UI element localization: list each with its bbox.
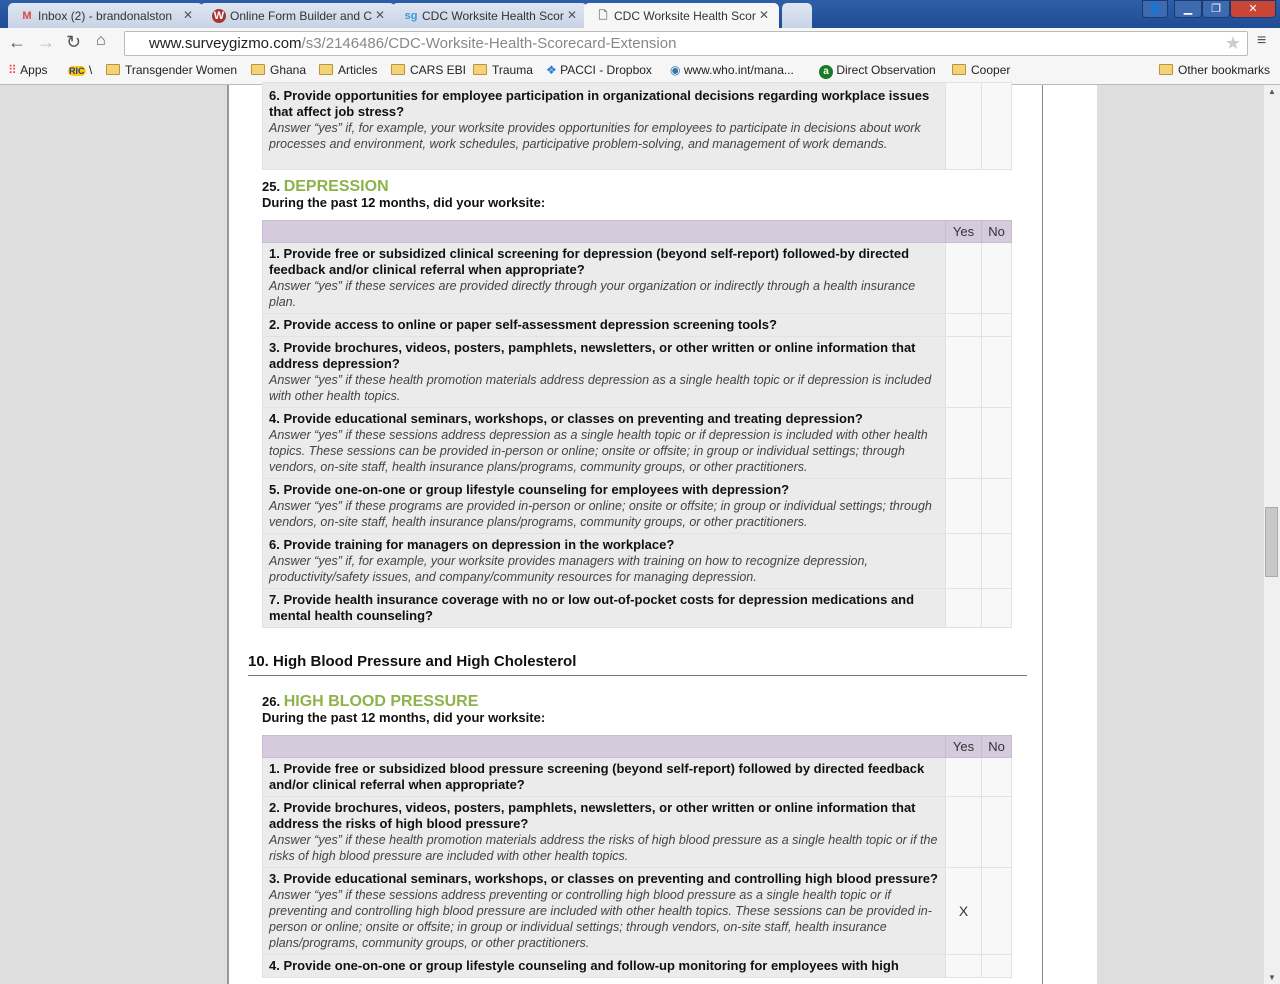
question-text: 6. Provide training for managers on depression in the workplace? [269,537,675,552]
tab-cdc-active[interactable] [584,3,779,28]
star-icon[interactable]: ★ [1224,33,1241,53]
close-icon[interactable]: ✕ [566,8,577,22]
yes-cell[interactable] [946,534,982,589]
yes-cell[interactable] [946,797,982,868]
toolbar [0,28,1280,58]
bookmark-label: PACCI - Dropbox [560,63,652,77]
question-intro: During the past 12 months, did your worksite: [262,195,546,210]
tab-strip [0,0,1280,28]
depression-table [262,220,1012,628]
bookmark-label: Transgender Women [125,63,238,77]
bookmark-label: Cooper [971,63,1011,77]
question-text: 5. Provide one-on-one or group lifestyle counseling for employees with depression? [269,482,790,497]
close-icon[interactable]: ✕ [374,8,385,22]
help-text: Answer “yes” if these health promotion materials address depression as a single health topic or if depression is included with other health topics. [269,373,932,403]
table-row [263,955,1012,978]
table-row [263,83,1012,170]
table-row [263,797,1012,868]
no-cell[interactable] [982,589,1012,628]
question-intro: During the past 12 months, did your worksite: [262,710,546,725]
question-text: 4. Provide educational seminars, workshops, or classes on preventing and treating depression? [269,411,863,426]
bookmark-cars-ebi[interactable] [391,63,466,77]
who-icon: ◉ [670,63,681,77]
yes-header: Yes [946,221,982,243]
yes-header: Yes [946,736,982,758]
yes-cell[interactable] [946,955,982,978]
back-icon[interactable]: ← [8,32,26,52]
blood-pressure-table [262,735,1012,978]
help-text: Answer “yes” if these sessions address preventing or controlling high blood pressure as a single health topic or if preventing and controlling high blood pressure are included with other health topics. These sessions can be provided in-person or online; onsite or offsite; in group or individual settings; through vendors, on-site staff, health insurance plans/programs, community groups, or other practitioners. [269,888,932,950]
apps-icon: ⠿ [8,63,17,77]
header-row [263,221,1012,243]
folder-icon [106,64,120,75]
close-icon[interactable]: ✕ [182,8,193,22]
new-tab-button[interactable] [782,3,812,28]
tab-label: CDC Worksite Health Scor [422,9,564,23]
tab-label: Inbox (2) - brandonalston [38,9,173,23]
no-cell[interactable] [982,955,1012,978]
bookmark-label: Other bookmarks [1178,63,1271,77]
question-26-header [262,694,545,726]
close-icon[interactable]: ✕ [758,8,769,22]
yes-cell[interactable] [946,83,982,170]
no-header: No [982,736,1012,758]
table-row [263,758,1012,797]
bookmark-label: CARS EBI [410,63,467,77]
help-text: Answer “yes” if these programs are provided in-person or online; onsite or offsite; in group or individual settings; through vendors, on-site staff, health insurance plans/programs, community groups, or other practitioners. [269,499,932,529]
bookmark-cooper[interactable] [952,63,1010,77]
table-row [263,534,1012,589]
bookmark-label: Ghana [270,63,307,77]
question-text: 1. Provide free or subsidized blood pressure screening (beyond self-report) followed by directed feedback and/or clinical referral when appropriate? [269,761,925,792]
yes-cell[interactable] [946,337,982,408]
question-number: 25. [262,179,281,194]
table-row [263,337,1012,408]
question-text: 1. Provide free or subsidized clinical screening for depression (beyond self-report) followed-by directed feedback and/or clinical referral when appropriate? [269,246,910,277]
tab-inbox[interactable] [8,3,203,28]
bookmark-label: \ [88,63,93,77]
yes-cell[interactable] [946,758,982,797]
folder-icon [1159,64,1173,75]
tab-label: CDC Worksite Health Scor [614,9,756,23]
no-cell[interactable] [982,337,1012,408]
reload-icon[interactable]: ↻ [66,32,82,52]
table-row [263,314,1012,337]
wufoo-icon: W [213,10,225,22]
scroll-up-icon[interactable]: ▲ [1268,87,1276,96]
question-text: 7. Provide health insurance coverage with no or low out-of-pocket costs for depression medications and mental health counseling? [269,592,915,623]
bookmark-apps[interactable] [8,63,48,77]
close-window-button[interactable]: ✕ [1230,0,1276,18]
no-cell[interactable] [982,408,1012,479]
bookmark-direct-observation[interactable] [819,63,936,79]
menu-icon[interactable]: ≡ [1257,32,1267,49]
table-row [263,243,1012,314]
section-heading: 10. High Blood Pressure and High Cholesterol [248,653,1027,676]
bookmark-trauma[interactable] [473,63,533,77]
help-text: Answer “yes” if these sessions address depression as a single health topic or if depression is included with other health topics. These sessions can be provided in-person or online; onsite or offsite; in group or individual settings; through vendors, on-site staff, health insurance plans/programs, community groups, or other practitioners. [269,428,928,474]
question-text: 6. Provide opportunities for employee participation in organizational decisions regarding workplace issues that affect job stress? [269,88,930,119]
header-row [263,736,1012,758]
url-path: /s3/2146486/CDC-Worksite-Health-Scorecard-Extension [301,35,677,52]
yes-cell[interactable] [946,589,982,628]
divider [1042,85,1043,984]
bookmark-transgender-women[interactable] [106,63,237,77]
yes-cell[interactable] [946,408,982,479]
yes-cell[interactable] [946,479,982,534]
folder-icon [319,64,333,75]
bookmarks-bar [0,58,1280,85]
tab-form-builder[interactable] [200,3,395,28]
minimize-button[interactable]: ▁ [1174,0,1202,18]
scrollbar-thumb[interactable] [1265,507,1278,577]
a-icon: a [819,65,833,79]
gmail-icon: M [22,10,32,22]
help-text: Answer “yes” if, for example, your worksite provides opportunities for employees to participate in decisions about work processes and environment, work schedules, participative problem-solving, and management of work demands. [269,121,921,151]
bookmark-label: Articles [338,63,378,77]
bookmark-label: Apps [20,63,48,77]
no-cell[interactable] [982,868,1012,955]
profile-icon[interactable]: 👤 [1142,0,1168,18]
table-row [263,589,1012,628]
question-number: 26. [262,694,281,709]
page-icon: 🗋 [598,10,608,22]
folder-icon [473,64,487,75]
question-text: 4. Provide one-on-one or group lifestyle counseling and follow-up monitoring for employees with high [269,958,899,973]
tab-label: Online Form Builder and C [230,9,373,23]
yes-cell[interactable] [946,243,982,314]
no-cell[interactable] [982,797,1012,868]
question-25-header [262,179,545,211]
scroll-down-icon[interactable]: ▼ [1268,973,1276,982]
bookmark-pacci[interactable] [546,63,652,77]
bookmark-label: Direct Observation [836,63,936,77]
question-text: 3. Provide brochures, videos, posters, pamphlets, newsletters, or other written or online information that address depression? [269,340,916,371]
folder-icon [251,64,265,75]
yes-cell[interactable]: X [946,868,982,955]
question-title: DEPRESSION [283,178,389,195]
bookmark-who[interactable] [670,63,794,77]
ric-icon: RIC [69,66,85,76]
other-bookmarks[interactable] [1159,63,1270,77]
no-cell[interactable] [982,479,1012,534]
yes-cell[interactable] [946,314,982,337]
no-cell[interactable] [982,314,1012,337]
help-text: Answer “yes” if these services are provided directly through your organization or indirectly through a health insurance plan. [269,279,916,309]
address-bar[interactable] [124,31,1248,56]
tab-cdc-1[interactable] [392,3,587,28]
table-row [263,479,1012,534]
bookmark-label: Trauma [492,63,533,77]
help-text: Answer “yes” if these health promotion materials address the risks of high blood pressure as a single health topic or if the risks of high blood pressure are included with other health topics. [269,833,938,863]
help-text: Answer “yes” if, for example, your worksite provides managers with training on how to recognize depression, productivity/safety issues, and company/community resources for managing depression. [269,554,868,584]
url-host: www.surveygizmo.com [149,35,302,52]
question-title: HIGH BLOOD PRESSURE [283,693,479,710]
dropbox-icon: ❖ [546,63,557,77]
bookmark-ghana[interactable] [251,63,306,77]
no-cell[interactable] [982,534,1012,589]
folder-icon [391,64,405,75]
question-text: 3. Provide educational seminars, workshops, or classes on preventing and controlling high blood pressure? [269,871,938,886]
bookmark-articles[interactable] [319,63,377,77]
surveygizmo-icon: sg [404,10,418,22]
table-row [263,408,1012,479]
bookmark-label: www.who.int/mana... [683,63,794,77]
question-text: 2. Provide brochures, videos, posters, pamphlets, newsletters, or other written or online information that address the risks of high blood pressure? [269,800,916,831]
home-icon[interactable]: ⌂ [96,32,106,49]
forward-icon[interactable]: → [37,32,55,52]
no-header: No [982,221,1012,243]
restore-button[interactable]: ❐ [1202,0,1230,18]
folder-icon [952,64,966,75]
no-cell[interactable] [982,83,1012,170]
question-text: 2. Provide access to online or paper self-assessment depression screening tools? [269,317,777,332]
bookmark-ric[interactable] [68,63,92,77]
no-cell[interactable] [982,243,1012,314]
no-cell[interactable] [982,758,1012,797]
table-row [263,868,1012,955]
stress-table-partial [262,82,1012,170]
